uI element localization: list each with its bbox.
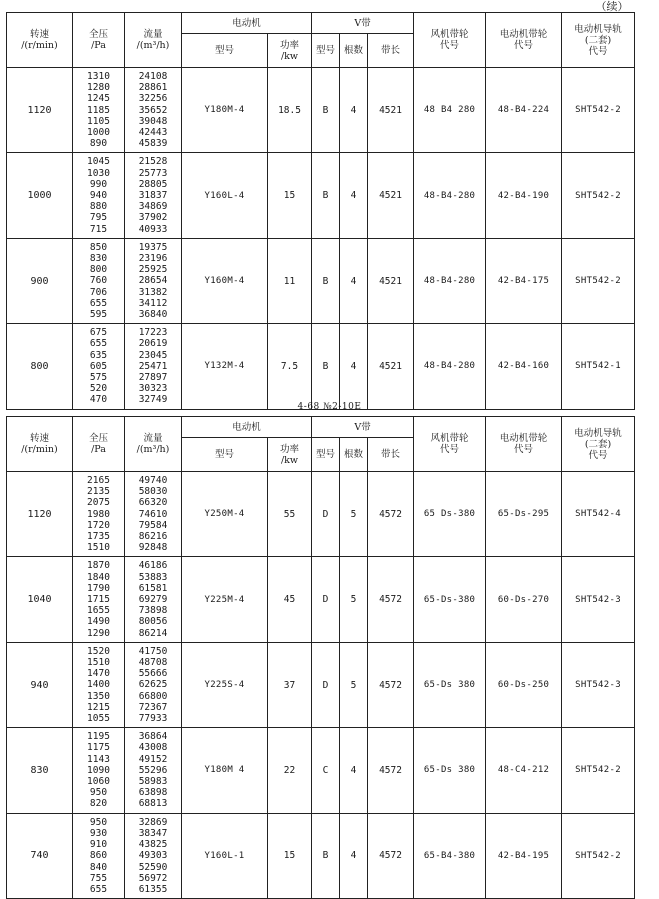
pressure-cell-value: 755 <box>89 872 108 884</box>
rail-cell: SHT542-2 <box>562 68 635 153</box>
flow-cell-value: 68813 <box>138 798 168 810</box>
flow-cell-value: 86214 <box>138 627 168 639</box>
fan-pulley-cell: 48-B4-280 <box>414 324 486 409</box>
motor-pulley-cell: 65-Ds-295 <box>486 472 562 557</box>
motor-pulley-cell: 42-B4-195 <box>486 813 562 898</box>
pressure-cell-value: 830 <box>89 253 108 265</box>
header-belt-type: 型号 <box>312 438 340 472</box>
fan-table-2 <box>6 416 635 899</box>
flow-cell-value: 61355 <box>138 883 168 895</box>
flow-cell-value: 34869 <box>138 201 168 213</box>
flow-cell <box>125 324 182 409</box>
flow-cell-value: 32869 <box>138 816 168 828</box>
power-cell: 15 <box>268 813 312 898</box>
motor-model-cell: Y160L-1 <box>182 813 268 898</box>
flow-cell-value: 30323 <box>138 383 168 395</box>
motor-pulley-cell: 42-B4-190 <box>486 153 562 238</box>
table-row <box>7 238 635 323</box>
flow-cell-value: 61581 <box>138 582 168 594</box>
flow-cell-value: 31382 <box>138 286 168 298</box>
flow-cell-value: 80056 <box>138 616 168 628</box>
speed-cell: 940 <box>7 642 73 727</box>
header-fan-pulley: 风机带轮 代号 <box>414 13 486 68</box>
flow-cell-value: 34112 <box>138 297 168 309</box>
flow-cell-value: 23196 <box>138 253 168 265</box>
pressure-cell-value: 950 <box>89 787 108 799</box>
flow-cell-value: 42443 <box>138 127 168 139</box>
belt-length-cell: 4572 <box>368 472 414 557</box>
flow-cell-value: 58030 <box>138 486 168 498</box>
belt-length-cell: 4572 <box>368 642 414 727</box>
fan-pulley-cell: 65-Ds 380 <box>414 642 486 727</box>
pressure-cell-value: 1980 <box>87 508 110 520</box>
flow-cell-value: 25773 <box>138 167 168 179</box>
flow-cell-value: 24108 <box>138 71 168 82</box>
pressure-cell-value: 760 <box>89 275 108 287</box>
motor-pulley-cell: 48-C4-212 <box>486 728 562 813</box>
belt-type-cell: B <box>312 324 340 409</box>
table-row <box>7 472 635 557</box>
belt-type-cell: B <box>312 238 340 323</box>
pressure-cell-value: 1350 <box>87 690 110 702</box>
pressure-cell-value: 655 <box>89 338 108 350</box>
pressure-cell-value: 1185 <box>87 104 110 116</box>
flow-cell-value: 69279 <box>138 594 168 606</box>
pressure-cell <box>73 813 125 898</box>
belt-count-cell: 4 <box>340 728 368 813</box>
flow-cell-value: 62625 <box>138 679 168 691</box>
pressure-cell-value: 1870 <box>87 560 110 572</box>
header-vbelt: V带 <box>312 417 414 438</box>
rail-cell: SHT542-2 <box>562 813 635 898</box>
flow-cell-value: 23045 <box>138 349 168 361</box>
motor-model-cell: Y160L-4 <box>182 153 268 238</box>
pressure-cell-value: 706 <box>89 286 108 298</box>
speed-cell: 1040 <box>7 557 73 642</box>
flow-cell-value: 19375 <box>138 241 168 253</box>
flow-cell-value: 92848 <box>138 542 168 554</box>
flow-cell-value: 39048 <box>138 115 168 127</box>
motor-model-cell: Y180M 4 <box>182 728 268 813</box>
header-power: 功率 /kw <box>268 34 312 68</box>
pressure-cell-value: 950 <box>89 816 108 828</box>
pressure-cell <box>73 324 125 409</box>
power-cell: 11 <box>268 238 312 323</box>
rail-cell: SHT542-3 <box>562 557 635 642</box>
pressure-cell-value: 940 <box>89 190 108 202</box>
table-row <box>7 642 635 727</box>
belt-length-cell: 4572 <box>368 728 414 813</box>
pressure-cell-value: 1195 <box>87 731 110 743</box>
flow-cell-value: 56972 <box>138 872 168 884</box>
flow-cell-value: 37902 <box>138 212 168 224</box>
pressure-cell-value: 1030 <box>87 167 110 179</box>
pressure-cell-value: 655 <box>89 297 108 309</box>
pressure-cell <box>73 728 125 813</box>
header-flow: 流量 /(m³/h) <box>125 13 182 68</box>
rail-cell: SHT542-2 <box>562 728 635 813</box>
power-cell: 22 <box>268 728 312 813</box>
motor-model-cell: Y160M-4 <box>182 238 268 323</box>
pressure-cell-value: 675 <box>89 327 108 339</box>
flow-cell-value: 43008 <box>138 742 168 754</box>
belt-length-cell: 4572 <box>368 813 414 898</box>
flow-cell-value: 21528 <box>138 156 168 168</box>
pressure-cell-value: 795 <box>89 212 108 224</box>
header-speed: 转速 /(r/min) <box>7 417 73 472</box>
rail-cell: SHT542-3 <box>562 642 635 727</box>
header-vbelt: V带 <box>312 13 414 34</box>
pressure-cell-value: 1470 <box>87 668 110 680</box>
pressure-cell-value: 1510 <box>87 657 110 669</box>
pressure-cell <box>73 472 125 557</box>
pressure-cell-value: 800 <box>89 264 108 276</box>
speed-cell: 1120 <box>7 68 73 153</box>
pressure-cell-value: 1510 <box>87 542 110 554</box>
speed-cell: 900 <box>7 238 73 323</box>
rail-cell: SHT542-4 <box>562 472 635 557</box>
pressure-cell-value: 890 <box>89 138 108 150</box>
header-motor: 电动机 <box>182 417 312 438</box>
power-cell: 37 <box>268 642 312 727</box>
pressure-cell-value: 1720 <box>87 519 110 531</box>
flow-cell-value: 58983 <box>138 776 168 788</box>
speed-cell: 800 <box>7 324 73 409</box>
header-motor: 电动机 <box>182 13 312 34</box>
flow-cell-value: 32749 <box>138 394 168 406</box>
flow-cell-value: 36840 <box>138 309 168 321</box>
belt-length-cell: 4521 <box>368 153 414 238</box>
pressure-cell <box>73 557 125 642</box>
flow-cell <box>125 557 182 642</box>
header-rail: 电动机导轨 (二套) 代号 <box>562 13 635 68</box>
table-row <box>7 153 635 238</box>
pressure-cell-value: 990 <box>89 178 108 190</box>
belt-count-cell: 5 <box>340 557 368 642</box>
flow-cell-value: 25925 <box>138 264 168 276</box>
header-motor-model: 型号 <box>182 438 268 472</box>
pressure-cell-value: 1143 <box>87 753 110 765</box>
fan-pulley-cell: 48-B4-280 <box>414 153 486 238</box>
power-cell: 45 <box>268 557 312 642</box>
pressure-cell-value: 520 <box>89 383 108 395</box>
flow-cell-value: 66320 <box>138 497 168 509</box>
flow-cell-value: 41750 <box>138 645 168 657</box>
pressure-cell-value: 1655 <box>87 605 110 617</box>
pressure-cell-value: 1490 <box>87 616 110 628</box>
fan-pulley-cell: 65-Ds-380 <box>414 557 486 642</box>
belt-count-cell: 4 <box>340 238 368 323</box>
belt-type-cell: D <box>312 557 340 642</box>
rail-cell: SHT542-2 <box>562 153 635 238</box>
table-row <box>7 813 635 898</box>
motor-pulley-cell: 60-Ds-270 <box>486 557 562 642</box>
pressure-cell-value: 1400 <box>87 679 110 691</box>
pressure-cell-value: 1055 <box>87 713 110 725</box>
pressure-cell-value: 1090 <box>87 764 110 776</box>
speed-cell: 740 <box>7 813 73 898</box>
flow-cell-value: 49740 <box>138 475 168 486</box>
rail-cell: SHT542-1 <box>562 324 635 409</box>
belt-length-cell: 4521 <box>368 324 414 409</box>
power-cell: 18.5 <box>268 68 312 153</box>
header-motor-pulley: 电动机带轮 代号 <box>486 13 562 68</box>
flow-cell <box>125 238 182 323</box>
pressure-cell-value: 1215 <box>87 701 110 713</box>
flow-cell-value: 53883 <box>138 571 168 583</box>
flow-cell-value: 31837 <box>138 190 168 202</box>
motor-model-cell: Y225S-4 <box>182 642 268 727</box>
speed-cell: 830 <box>7 728 73 813</box>
fan-pulley-cell: 65 Ds-380 <box>414 472 486 557</box>
flow-cell-value: 20619 <box>138 338 168 350</box>
belt-type-cell: D <box>312 472 340 557</box>
pressure-cell-value: 655 <box>89 883 108 895</box>
flow-cell-value: 35652 <box>138 104 168 116</box>
belt-count-cell: 4 <box>340 813 368 898</box>
pressure-cell-value: 635 <box>89 349 108 361</box>
flow-cell <box>125 68 182 153</box>
flow-cell-value: 28654 <box>138 275 168 287</box>
header-belt-length: 带长 <box>368 438 414 472</box>
pressure-cell-value: 2135 <box>87 486 110 498</box>
pressure-cell-value: 2165 <box>87 475 110 486</box>
pressure-cell <box>73 68 125 153</box>
flow-cell-value: 66800 <box>138 690 168 702</box>
header-belt-count: 根数 <box>340 34 368 68</box>
motor-model-cell: Y180M-4 <box>182 68 268 153</box>
flow-cell-value: 63898 <box>138 787 168 799</box>
speed-cell: 1000 <box>7 153 73 238</box>
header-speed: 转速 /(r/min) <box>7 13 73 68</box>
pressure-cell-value: 1175 <box>87 742 110 754</box>
flow-cell-value: 28805 <box>138 178 168 190</box>
flow-cell-value: 45839 <box>138 138 168 150</box>
pressure-cell-value: 1045 <box>87 156 110 168</box>
fan-pulley-cell: 48 B4 280 <box>414 68 486 153</box>
motor-pulley-cell: 48-B4-224 <box>486 68 562 153</box>
motor-pulley-cell: 42-B4-175 <box>486 238 562 323</box>
fan-pulley-cell: 48-B4-280 <box>414 238 486 323</box>
flow-cell-value: 48708 <box>138 657 168 669</box>
pressure-cell-value: 470 <box>89 394 108 406</box>
pressure-cell-value: 1520 <box>87 645 110 657</box>
header-motor-model: 型号 <box>182 34 268 68</box>
flow-cell <box>125 153 182 238</box>
flow-cell-value: 38347 <box>138 827 168 839</box>
power-cell: 7.5 <box>268 324 312 409</box>
motor-model-cell: Y132M-4 <box>182 324 268 409</box>
speed-cell: 1120 <box>7 472 73 557</box>
motor-pulley-cell: 42-B4-160 <box>486 324 562 409</box>
belt-count-cell: 5 <box>340 642 368 727</box>
pressure-cell-value: 605 <box>89 360 108 372</box>
flow-cell-value: 77933 <box>138 713 168 725</box>
belt-type-cell: C <box>312 728 340 813</box>
fan-pulley-cell: 65-B4-380 <box>414 813 486 898</box>
flow-cell <box>125 728 182 813</box>
pressure-cell-value: 910 <box>89 839 108 851</box>
pressure-cell-value: 860 <box>89 850 108 862</box>
pressure-cell-value: 1290 <box>87 627 110 639</box>
pressure-cell-value: 1790 <box>87 582 110 594</box>
pressure-cell-value: 715 <box>89 223 108 235</box>
pressure-cell <box>73 238 125 323</box>
belt-count-cell: 4 <box>340 68 368 153</box>
pressure-cell-value: 1735 <box>87 531 110 543</box>
pressure-cell-value: 1245 <box>87 93 110 105</box>
table-row <box>7 728 635 813</box>
flow-cell-value: 49303 <box>138 850 168 862</box>
flow-cell-value: 79584 <box>138 519 168 531</box>
flow-cell-value: 40933 <box>138 223 168 235</box>
belt-type-cell: D <box>312 642 340 727</box>
flow-cell-value: 72367 <box>138 701 168 713</box>
belt-length-cell: 4572 <box>368 557 414 642</box>
pressure-cell-value: 930 <box>89 827 108 839</box>
table-caption: 4-68 №2-10E <box>297 402 362 412</box>
header-power: 功率 /kw <box>268 438 312 472</box>
flow-cell-value: 27897 <box>138 372 168 384</box>
belt-length-cell: 4521 <box>368 238 414 323</box>
pressure-cell-value: 575 <box>89 372 108 384</box>
flow-cell-value: 43825 <box>138 839 168 851</box>
power-cell: 55 <box>268 472 312 557</box>
table-row <box>7 557 635 642</box>
pressure-cell-value: 840 <box>89 861 108 873</box>
flow-cell-value: 25471 <box>138 360 168 372</box>
pressure-cell-value: 850 <box>89 241 108 253</box>
header-belt-length: 带长 <box>368 34 414 68</box>
pressure-cell-value: 2075 <box>87 497 110 509</box>
pressure-cell-value: 880 <box>89 201 108 213</box>
pressure-cell-value: 820 <box>89 798 108 810</box>
pressure-cell-value: 1310 <box>87 71 110 82</box>
table-row <box>7 324 635 409</box>
header-motor-pulley: 电动机带轮 代号 <box>486 417 562 472</box>
header-flow: 流量 /(m³/h) <box>125 417 182 472</box>
pressure-cell-value: 1105 <box>87 115 110 127</box>
header-fan-pulley: 风机带轮 代号 <box>414 417 486 472</box>
flow-cell <box>125 472 182 557</box>
belt-count-cell: 5 <box>340 472 368 557</box>
pressure-cell-value: 1000 <box>87 127 110 139</box>
flow-cell-value: 49152 <box>138 753 168 765</box>
pressure-cell-value: 595 <box>89 309 108 321</box>
flow-cell-value: 52590 <box>138 861 168 873</box>
header-belt-count: 根数 <box>340 438 368 472</box>
flow-cell-value: 55666 <box>138 668 168 680</box>
belt-type-cell: B <box>312 813 340 898</box>
belt-type-cell: B <box>312 68 340 153</box>
flow-cell-value: 74610 <box>138 508 168 520</box>
pressure-cell-value: 1715 <box>87 594 110 606</box>
pressure-cell-value: 1060 <box>87 776 110 788</box>
table-row <box>7 68 635 153</box>
header-rail: 电动机导轨 (二套) 代号 <box>562 417 635 472</box>
belt-count-cell: 4 <box>340 324 368 409</box>
belt-length-cell: 4521 <box>368 68 414 153</box>
flow-cell <box>125 813 182 898</box>
power-cell: 15 <box>268 153 312 238</box>
flow-cell-value: 46186 <box>138 560 168 572</box>
rail-cell: SHT542-2 <box>562 238 635 323</box>
flow-cell-value: 36864 <box>138 731 168 743</box>
header-pressure: 全压 /Pa <box>73 13 125 68</box>
flow-cell-value: 17223 <box>138 327 168 339</box>
pressure-cell <box>73 642 125 727</box>
flow-cell-value: 55296 <box>138 764 168 776</box>
motor-model-cell: Y225M-4 <box>182 557 268 642</box>
flow-cell-value: 32256 <box>138 93 168 105</box>
belt-type-cell: B <box>312 153 340 238</box>
pressure-cell-value: 1280 <box>87 82 110 94</box>
motor-model-cell: Y250M-4 <box>182 472 268 557</box>
fan-table-1 <box>6 12 635 410</box>
motor-pulley-cell: 60-Ds-250 <box>486 642 562 727</box>
header-pressure: 全压 /Pa <box>73 417 125 472</box>
fan-pulley-cell: 65-Ds 380 <box>414 728 486 813</box>
pressure-cell <box>73 153 125 238</box>
flow-cell <box>125 642 182 727</box>
flow-cell-value: 73898 <box>138 605 168 617</box>
flow-cell-value: 86216 <box>138 531 168 543</box>
continuation-note: （续） <box>595 0 629 13</box>
flow-cell-value: 28861 <box>138 82 168 94</box>
header-belt-type: 型号 <box>312 34 340 68</box>
pressure-cell-value: 1840 <box>87 571 110 583</box>
belt-count-cell: 4 <box>340 153 368 238</box>
